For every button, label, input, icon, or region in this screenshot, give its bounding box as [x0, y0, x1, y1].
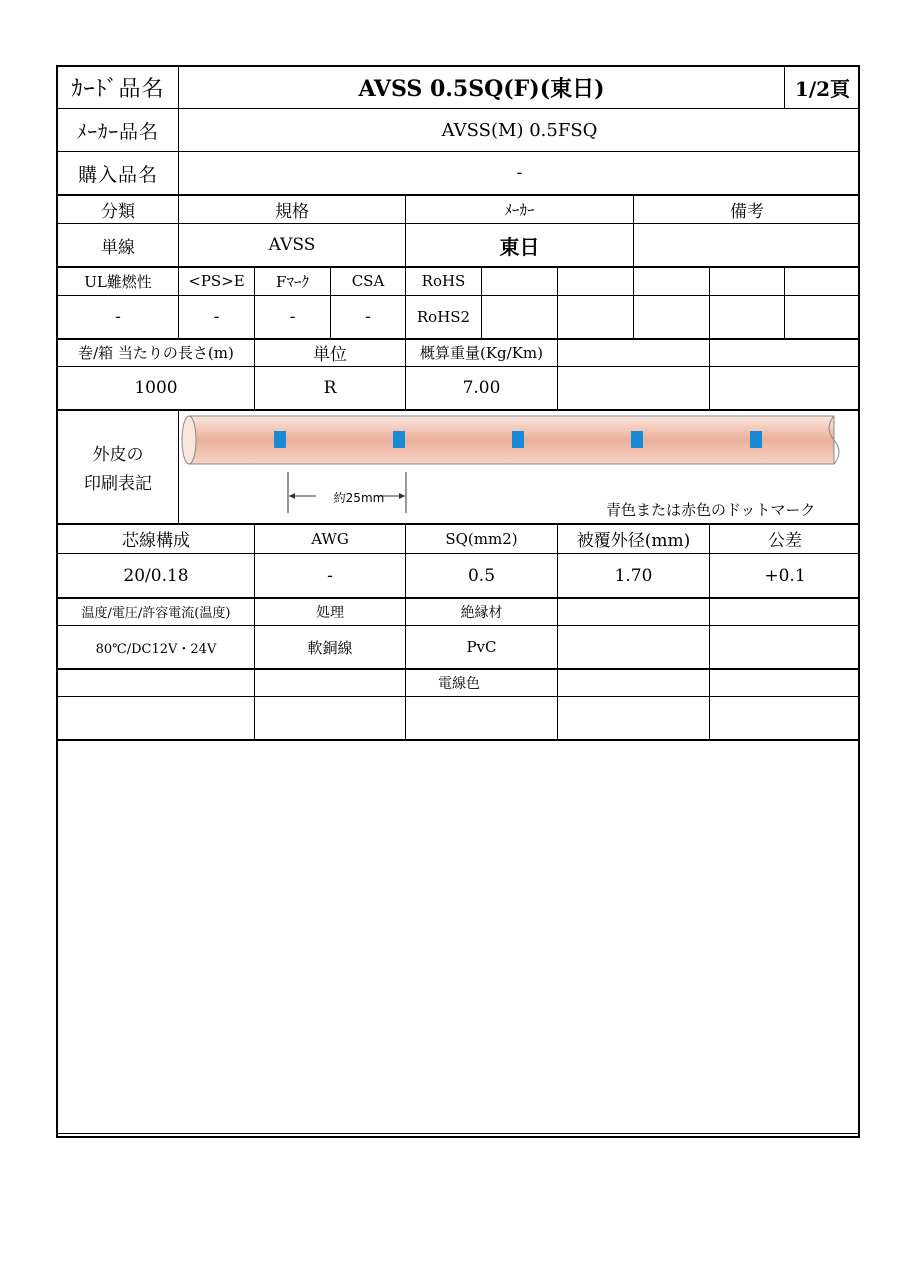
card-name-label: ｶｰﾄﾞ品名 [71, 77, 165, 102]
length-per-reel-value: 1000 [134, 378, 178, 398]
dot-mark [631, 431, 643, 448]
insulation-header: 絶縁材 [460, 604, 503, 621]
treatment-header: 処理 [316, 604, 344, 621]
conductor-construction-header: 芯線構成 [122, 531, 190, 551]
insulation-value: PvC [466, 638, 497, 656]
approx-weight-value: 7.00 [462, 378, 501, 398]
dot-mark-note: 青色または赤色のドットマーク [606, 501, 816, 519]
csa-header: CSA [351, 272, 385, 290]
approx-weight-header: 概算重量(Kg/Km) [420, 344, 543, 362]
dot-mark [393, 431, 405, 448]
wire-color-value [58, 697, 860, 739]
unit-header: 単位 [313, 345, 347, 365]
remarks-header: 備考 [730, 201, 764, 222]
rohs-value: RoHS2 [416, 308, 471, 326]
dot-mark [750, 431, 762, 448]
ul-flame-header: UL難燃性 [84, 272, 152, 291]
rohs-header: RoHS [421, 272, 466, 290]
f-mark-header: Fﾏｰｸ [276, 272, 309, 291]
dot-mark [274, 431, 286, 448]
notes-area [58, 740, 860, 1133]
purchase-name-label: 購入品名 [77, 163, 158, 186]
awg-value: - [327, 565, 333, 586]
maker-name-value: AVSS(M) 0.5FSQ [441, 119, 598, 141]
cable-left-end [182, 416, 196, 464]
rating-value: 80℃/DC12V・24V [95, 641, 217, 657]
pse-value: - [213, 307, 220, 327]
ul-flame-value: - [115, 307, 121, 327]
maker-name-label: ﾒｰｶｰ品名 [76, 120, 159, 143]
csa-value: - [365, 307, 371, 327]
length-per-reel-header: 巻/箱 当たりの長さ(m) [78, 344, 234, 362]
treatment-value: 軟銅線 [307, 638, 353, 657]
card-name-value: AVSS 0.5SQ(F)(東日) [358, 76, 605, 102]
sq-value: 0.5 [467, 565, 496, 586]
print-label-line2: 印刷表記 [84, 473, 152, 494]
standard-header: 規格 [275, 201, 309, 222]
awg-header: AWG [311, 529, 349, 548]
unit-value: R [323, 378, 337, 398]
outer-diameter-header: 被覆外径(mm) [576, 531, 691, 551]
tolerance-header: 公差 [768, 531, 802, 551]
f-mark-value: - [289, 307, 296, 327]
pitch-label: 約25mm [333, 491, 385, 505]
standard-value: AVSS [268, 235, 316, 255]
classification-value: 単線 [101, 237, 135, 258]
sq-header: SQ(mm2) [445, 529, 518, 548]
outer-diameter-value: 1.70 [614, 565, 653, 586]
wire-color-header: 電線色 [438, 675, 480, 692]
rating-header: 温度/電圧/許容電流(温度) [81, 606, 231, 621]
maker-value: 東日 [499, 234, 540, 259]
conductor-construction-value: 20/0.18 [123, 565, 189, 586]
dim-arrowhead-left [289, 493, 295, 499]
tolerance-value: +0.1 [764, 565, 806, 586]
dot-mark [512, 431, 524, 448]
spec-sheet [56, 65, 860, 1138]
print-label-line1: 外皮の [92, 444, 144, 465]
classification-header: 分類 [101, 201, 135, 222]
pse-header: <PS>E [188, 272, 245, 290]
page-number: 1/2頁 [794, 77, 851, 101]
remarks-value [634, 224, 860, 266]
maker-header: ﾒｰｶｰ [504, 200, 535, 219]
purchase-name-value: - [516, 163, 523, 183]
